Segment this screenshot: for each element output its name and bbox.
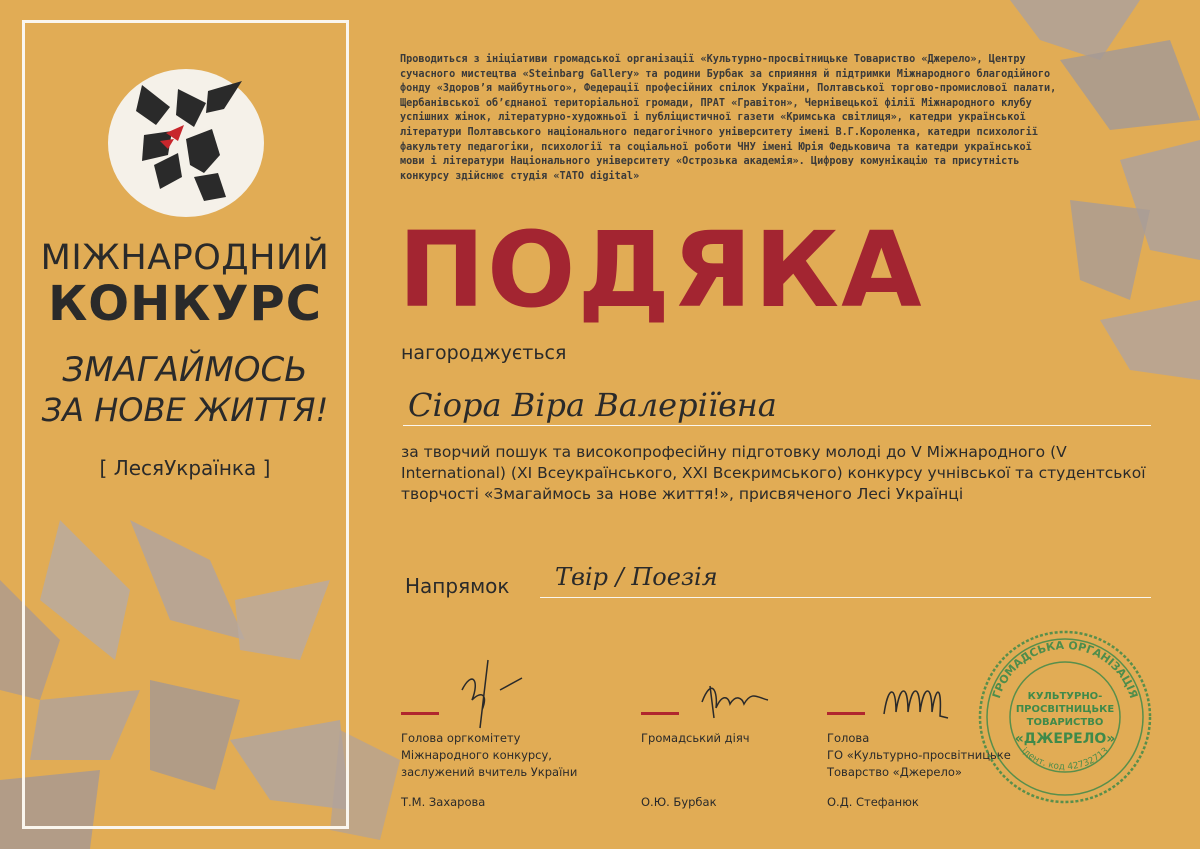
organizers-intro-text: Проводиться з ініціативи громадської організації «Культурно-просвітницьке Товариство «Джерело», Центру сучасного мистецтва «Steinbarg Gallery» та родини Бурбак за сприяння й підтримки Міжнародного благодійного фонду «Здоров’я майбутнього», Федерації професійних спілок України, Полтавської торгово-промислової палати, Щербанівської об’єднаної територіальної громади, ПРАТ «Гравітон», Чернівецької філії Міжнародного клубу успішних жінок, літературно-художньої і публіцистичної газети «Кримська світлиця», катедри української літератури Полтавського національного педагогічного університету імені В.Г.Короленка, катедри психології факультету педагогіки, психології та соціальної роботи ЧНУ імені Юрія Федьковича та катедри української мови і літератури Національного університету «Острозька академія». Цифрову комунікацію та присутність конкурсу здійснює студія «TATO digital» <box>400 54 1057 182</box>
awarded-label: нагороджується <box>401 342 567 364</box>
contest-title-line2: КОНКУРС <box>48 276 322 332</box>
stamp-ring-text: ГРОМАДСЬКА ОРГАНІЗАЦІЯ <box>989 638 1141 700</box>
signature-dash-2 <box>641 712 679 715</box>
contest-title-line1: МІЖНАРОДНИЙ <box>40 238 330 278</box>
contest-slogan-line2: ЗА НОВЕ ЖИТТЯ! <box>41 391 329 429</box>
signature-dash-3 <box>827 712 865 715</box>
signatory-2-name: О.Ю. Бурбак <box>641 795 717 809</box>
stamp-center-line-1: КУЛЬТУРНО- <box>1027 691 1103 702</box>
direction-underline <box>540 597 1151 598</box>
contest-slogan-line1: ЗМАГАЙМОСЬ <box>62 350 308 390</box>
stamp-org-name: «ДЖЕРЕЛО» <box>1014 731 1116 747</box>
signatory-3-position: Голова ГО «Культурно-просвітницьке Товарство «Джерело» <box>827 731 1011 779</box>
direction-value: Твір / Поезія <box>555 563 718 591</box>
award-reason-text: за творчий пошук та високопрофесійну підготовку молоді до V Міжнародного (V International) (XI Всеукраїнського, XXI Всекримського) конкурсу учнівської та студентської творчості «Змагаймось за нове життя!», присвяченого Лесі Українці <box>401 443 1146 503</box>
signatory-2-position: Громадський діяч <box>641 731 750 745</box>
recipient-name: Сіора Віра Валеріївна <box>408 386 777 424</box>
signatory-3-name: О.Д. Стефанюк <box>827 795 919 809</box>
stamp-center-line-2: ПРОСВІТНИЦЬКЕ <box>1015 704 1115 715</box>
direction-label: Напрямок <box>405 574 510 598</box>
contest-logo-icon <box>108 69 264 217</box>
stamp-code-text: ідент. код 42732713 <box>1019 746 1111 773</box>
recipient-underline <box>403 425 1151 426</box>
signatory-1-name: Т.М. Захарова <box>401 795 486 809</box>
stamp-center-line-3: ТОВАРИСТВО <box>1026 717 1104 728</box>
certificate-title: ПОДЯКА <box>398 209 924 331</box>
signature-burbak <box>698 672 778 722</box>
signature-zakharova <box>452 650 532 730</box>
signature-stefaniuk <box>878 676 958 732</box>
contest-dedication: [ ЛесяУкраїнка ] <box>99 456 271 480</box>
signatory-1-position: Голова оргкомітету Міжнародного конкурсу, заслужений вчитель України <box>401 731 578 779</box>
organization-stamp <box>975 627 1155 807</box>
signature-dash-1 <box>401 712 439 715</box>
svg-text:ідент. код 42732713 <box>1019 746 1111 772</box>
